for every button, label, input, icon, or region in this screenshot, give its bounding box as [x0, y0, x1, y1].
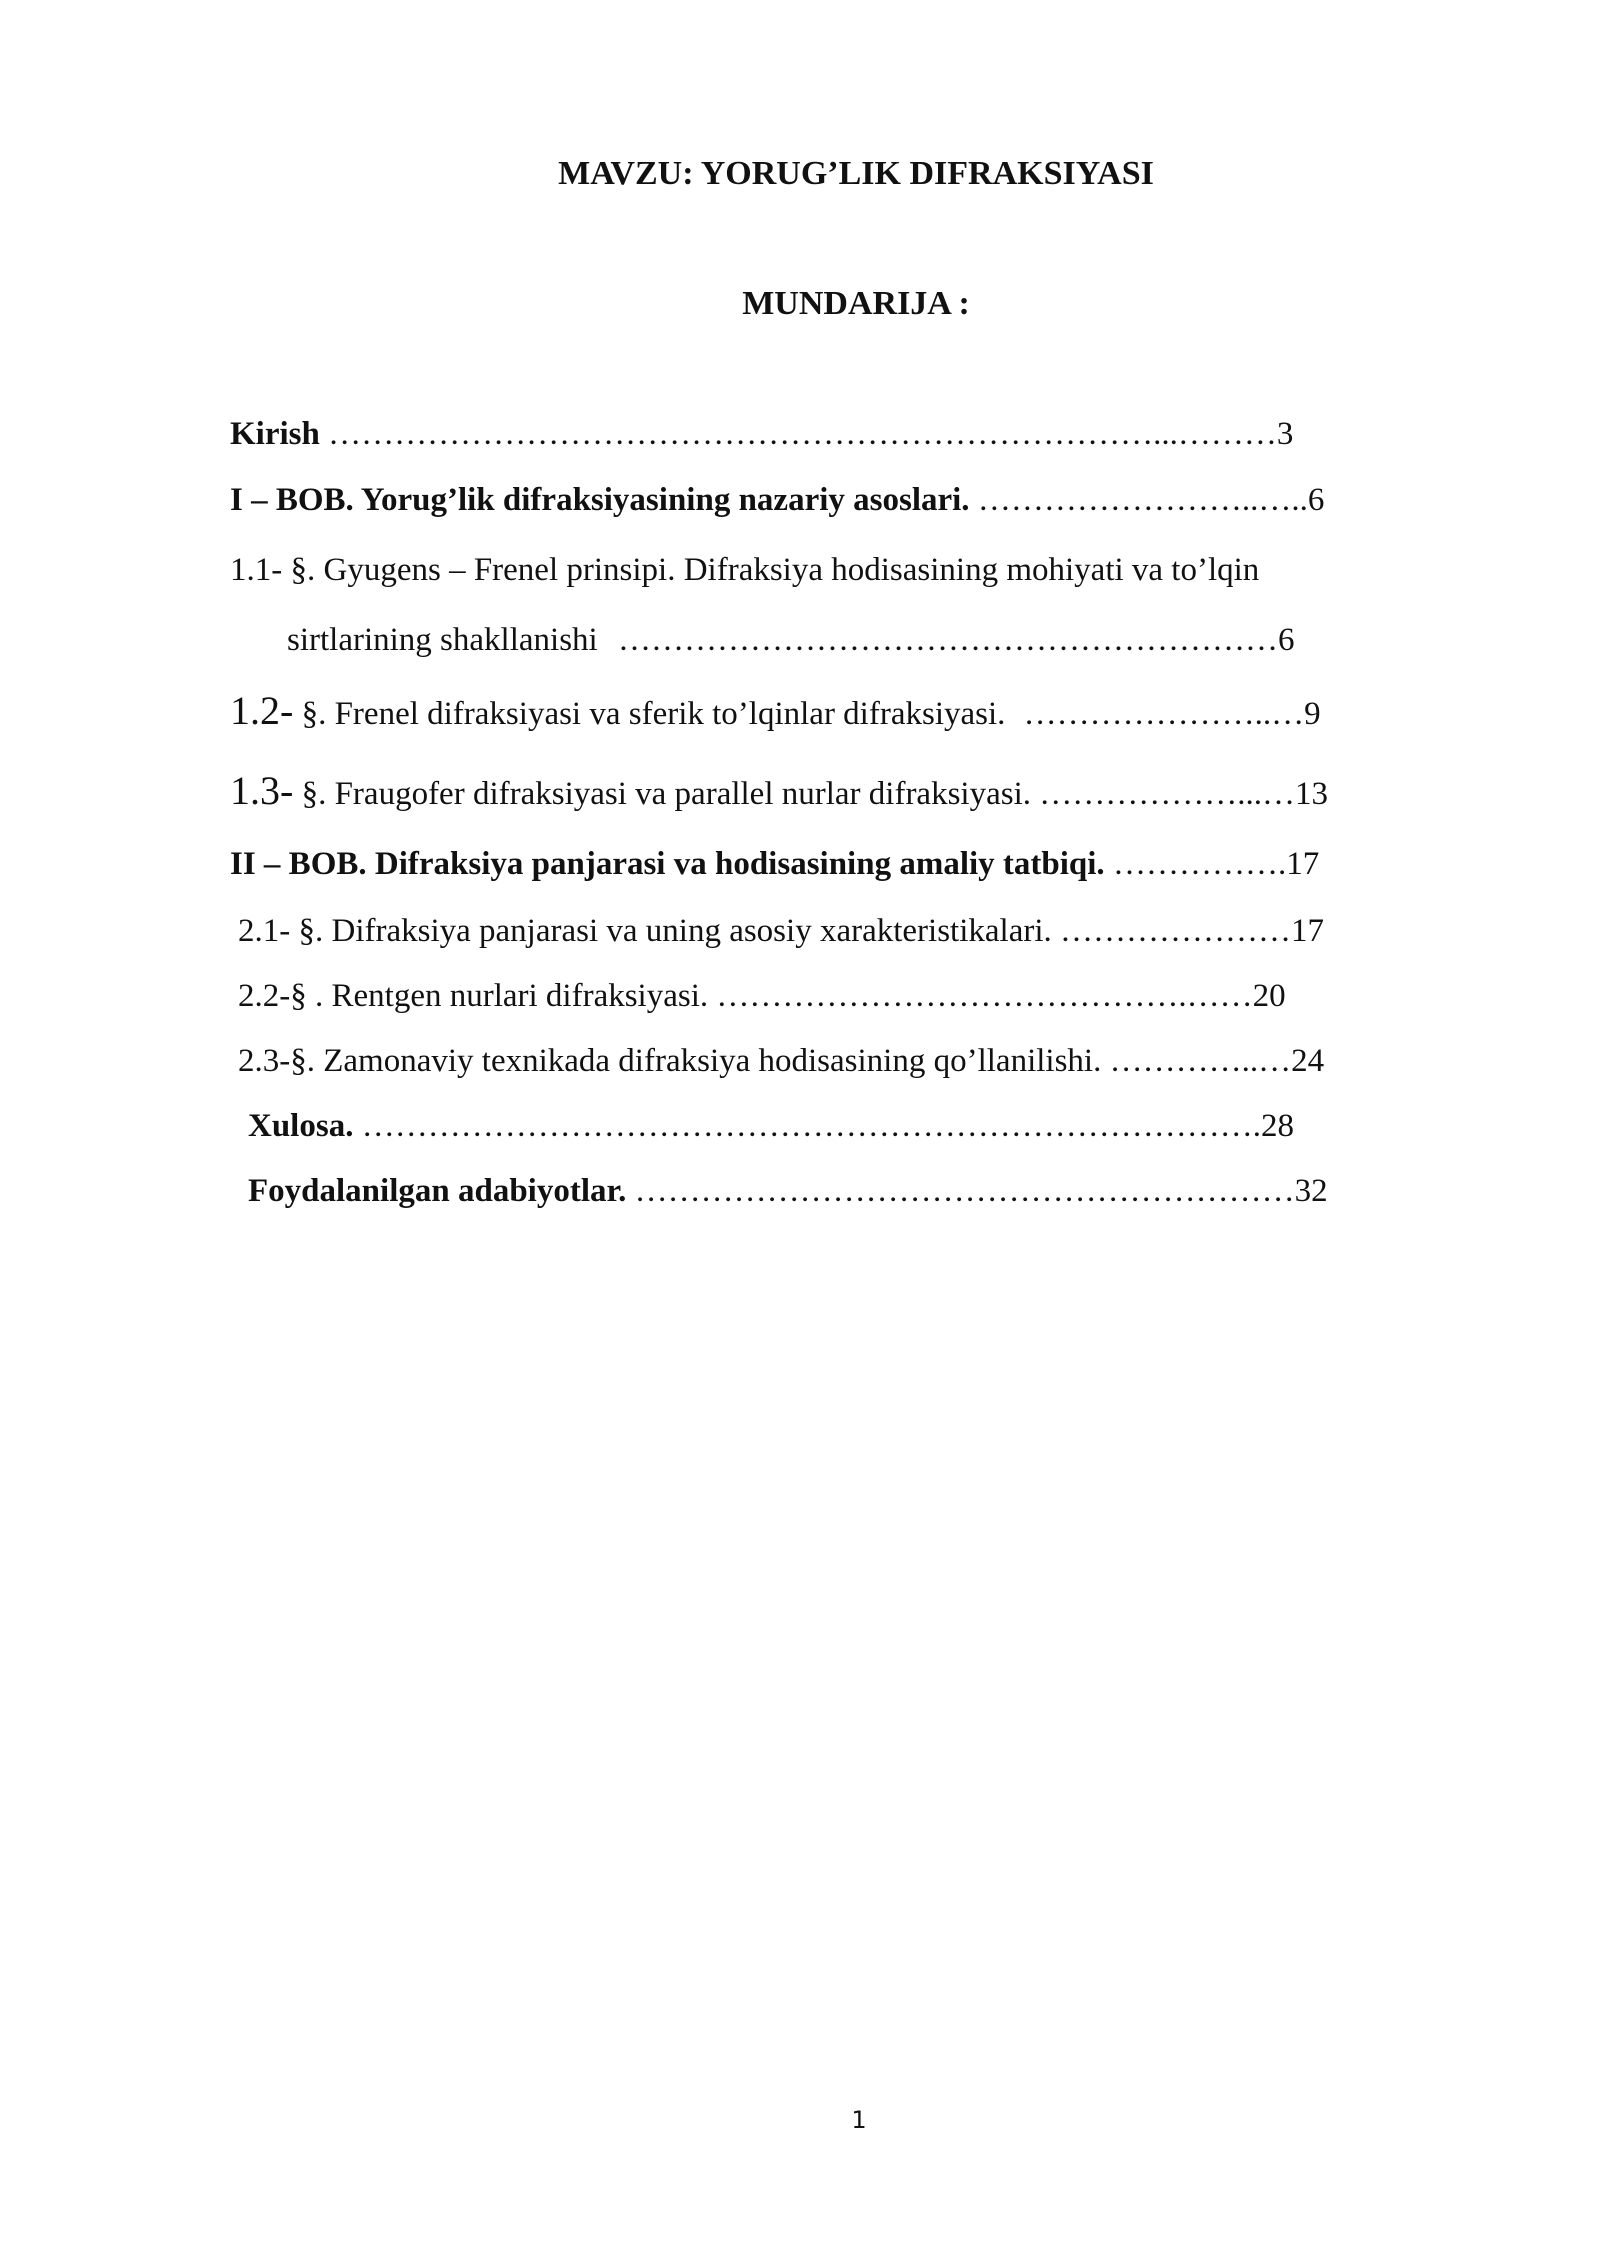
- toc-dot-leader: …………….: [1112, 846, 1287, 882]
- toc-entry-chapter-1: [230, 482, 1324, 519]
- toc-dot-leader: ………………...…: [1039, 776, 1295, 812]
- toc-page-number: 20: [1252, 978, 1286, 1014]
- toc-heading: MUNDARIJA :: [742, 285, 970, 322]
- toc-entry-label-continued: sirtlarining shakllanishi: [287, 622, 598, 658]
- toc-section-number: 1.2-: [230, 688, 294, 733]
- toc-dot-leader: ……………………………………………………………………….: [361, 1108, 1261, 1144]
- toc-entry-label: Xulosa.: [248, 1108, 354, 1144]
- toc-dot-leader: ……………………………………………………: [634, 1173, 1295, 1209]
- toc-entry-section-2-3: [238, 1043, 1324, 1080]
- toc-entry-label: Foydalanilgan adabiyotlar.: [248, 1173, 627, 1209]
- toc-entry-section-2-1: [238, 913, 1324, 950]
- toc-page-number: 3: [1276, 416, 1294, 452]
- toc-page-number: 24: [1291, 1043, 1325, 1079]
- toc-section-number: 1.1-: [230, 552, 283, 588]
- toc-dot-leader: …………………………………….……: [716, 978, 1253, 1014]
- toc-page-number: 6: [1277, 622, 1295, 658]
- toc-entry-section-1-1-continued: [287, 622, 1294, 659]
- toc-page-number: 28: [1260, 1108, 1294, 1144]
- toc-entry-label: 2.1- §. Difraksiya panjarasi va uning asosiy xarakteristikalari.: [238, 913, 1052, 949]
- toc-page-number: 17: [1291, 913, 1325, 949]
- toc-entry-section-1-1: [230, 552, 1259, 589]
- toc-entry-kirish: [230, 416, 1293, 453]
- toc-entry-chapter-2: [230, 846, 1319, 883]
- toc-entry-label: §. Frenel difraksiyasi va sferik to’lqinlar difraksiyasi.: [301, 696, 1006, 732]
- toc-entry-label: 2.3-§. Zamonaviy texnikada difraksiya hodisasining qo’llanilishi.: [238, 1043, 1102, 1079]
- toc-entry-section-1-3: [230, 767, 1328, 814]
- toc-entry-xulosa: [248, 1108, 1294, 1145]
- toc-page-number: 32: [1294, 1173, 1328, 1209]
- toc-entry-label: §. Gyugens – Frenel prinsipi. Difraksiya hodisasining mohiyati va to’lqin: [290, 552, 1260, 588]
- toc-dot-leader: …………………..…: [1023, 696, 1305, 732]
- toc-section-number: 1.3-: [230, 768, 294, 813]
- document-title: MAVZU: YORUG’LIK DIFRAKSIYASI: [558, 155, 1154, 192]
- toc-page-number: 9: [1304, 696, 1321, 732]
- toc-dot-leader: …………………………………………………………………...………: [328, 416, 1277, 452]
- toc-entry-section-1-2: [230, 687, 1321, 734]
- toc-entry-label: I – BOB. Yorug’lik difraksiyasining nazariy asoslari.: [230, 482, 970, 518]
- toc-page-number: 6: [1307, 482, 1325, 518]
- toc-dot-leader: …………..…: [1109, 1043, 1292, 1079]
- toc-entry-label: II – BOB. Difraksiya panjarasi va hodisasining amaliy tatbiqi.: [230, 846, 1105, 882]
- toc-page-number: 13: [1295, 776, 1328, 812]
- toc-entry-label: §. Fraugofer difraksiyasi va parallel nurlar difraksiyasi.: [301, 776, 1031, 812]
- toc-entry-label: 2.2-§ . Rentgen nurlari difraksiyasi.: [238, 978, 709, 1014]
- toc-entry-section-2-2: [238, 978, 1286, 1015]
- toc-dot-leader: ……………………..…..: [977, 482, 1308, 518]
- toc-entry-references: [248, 1173, 1328, 1210]
- toc-entry-label: Kirish: [230, 416, 320, 452]
- toc-dot-leader: ……………………………………………………: [617, 622, 1278, 658]
- toc-page-number: 17: [1286, 846, 1320, 882]
- toc-dot-leader: …………………: [1060, 913, 1292, 949]
- page-footer-number: 1: [851, 2106, 867, 2134]
